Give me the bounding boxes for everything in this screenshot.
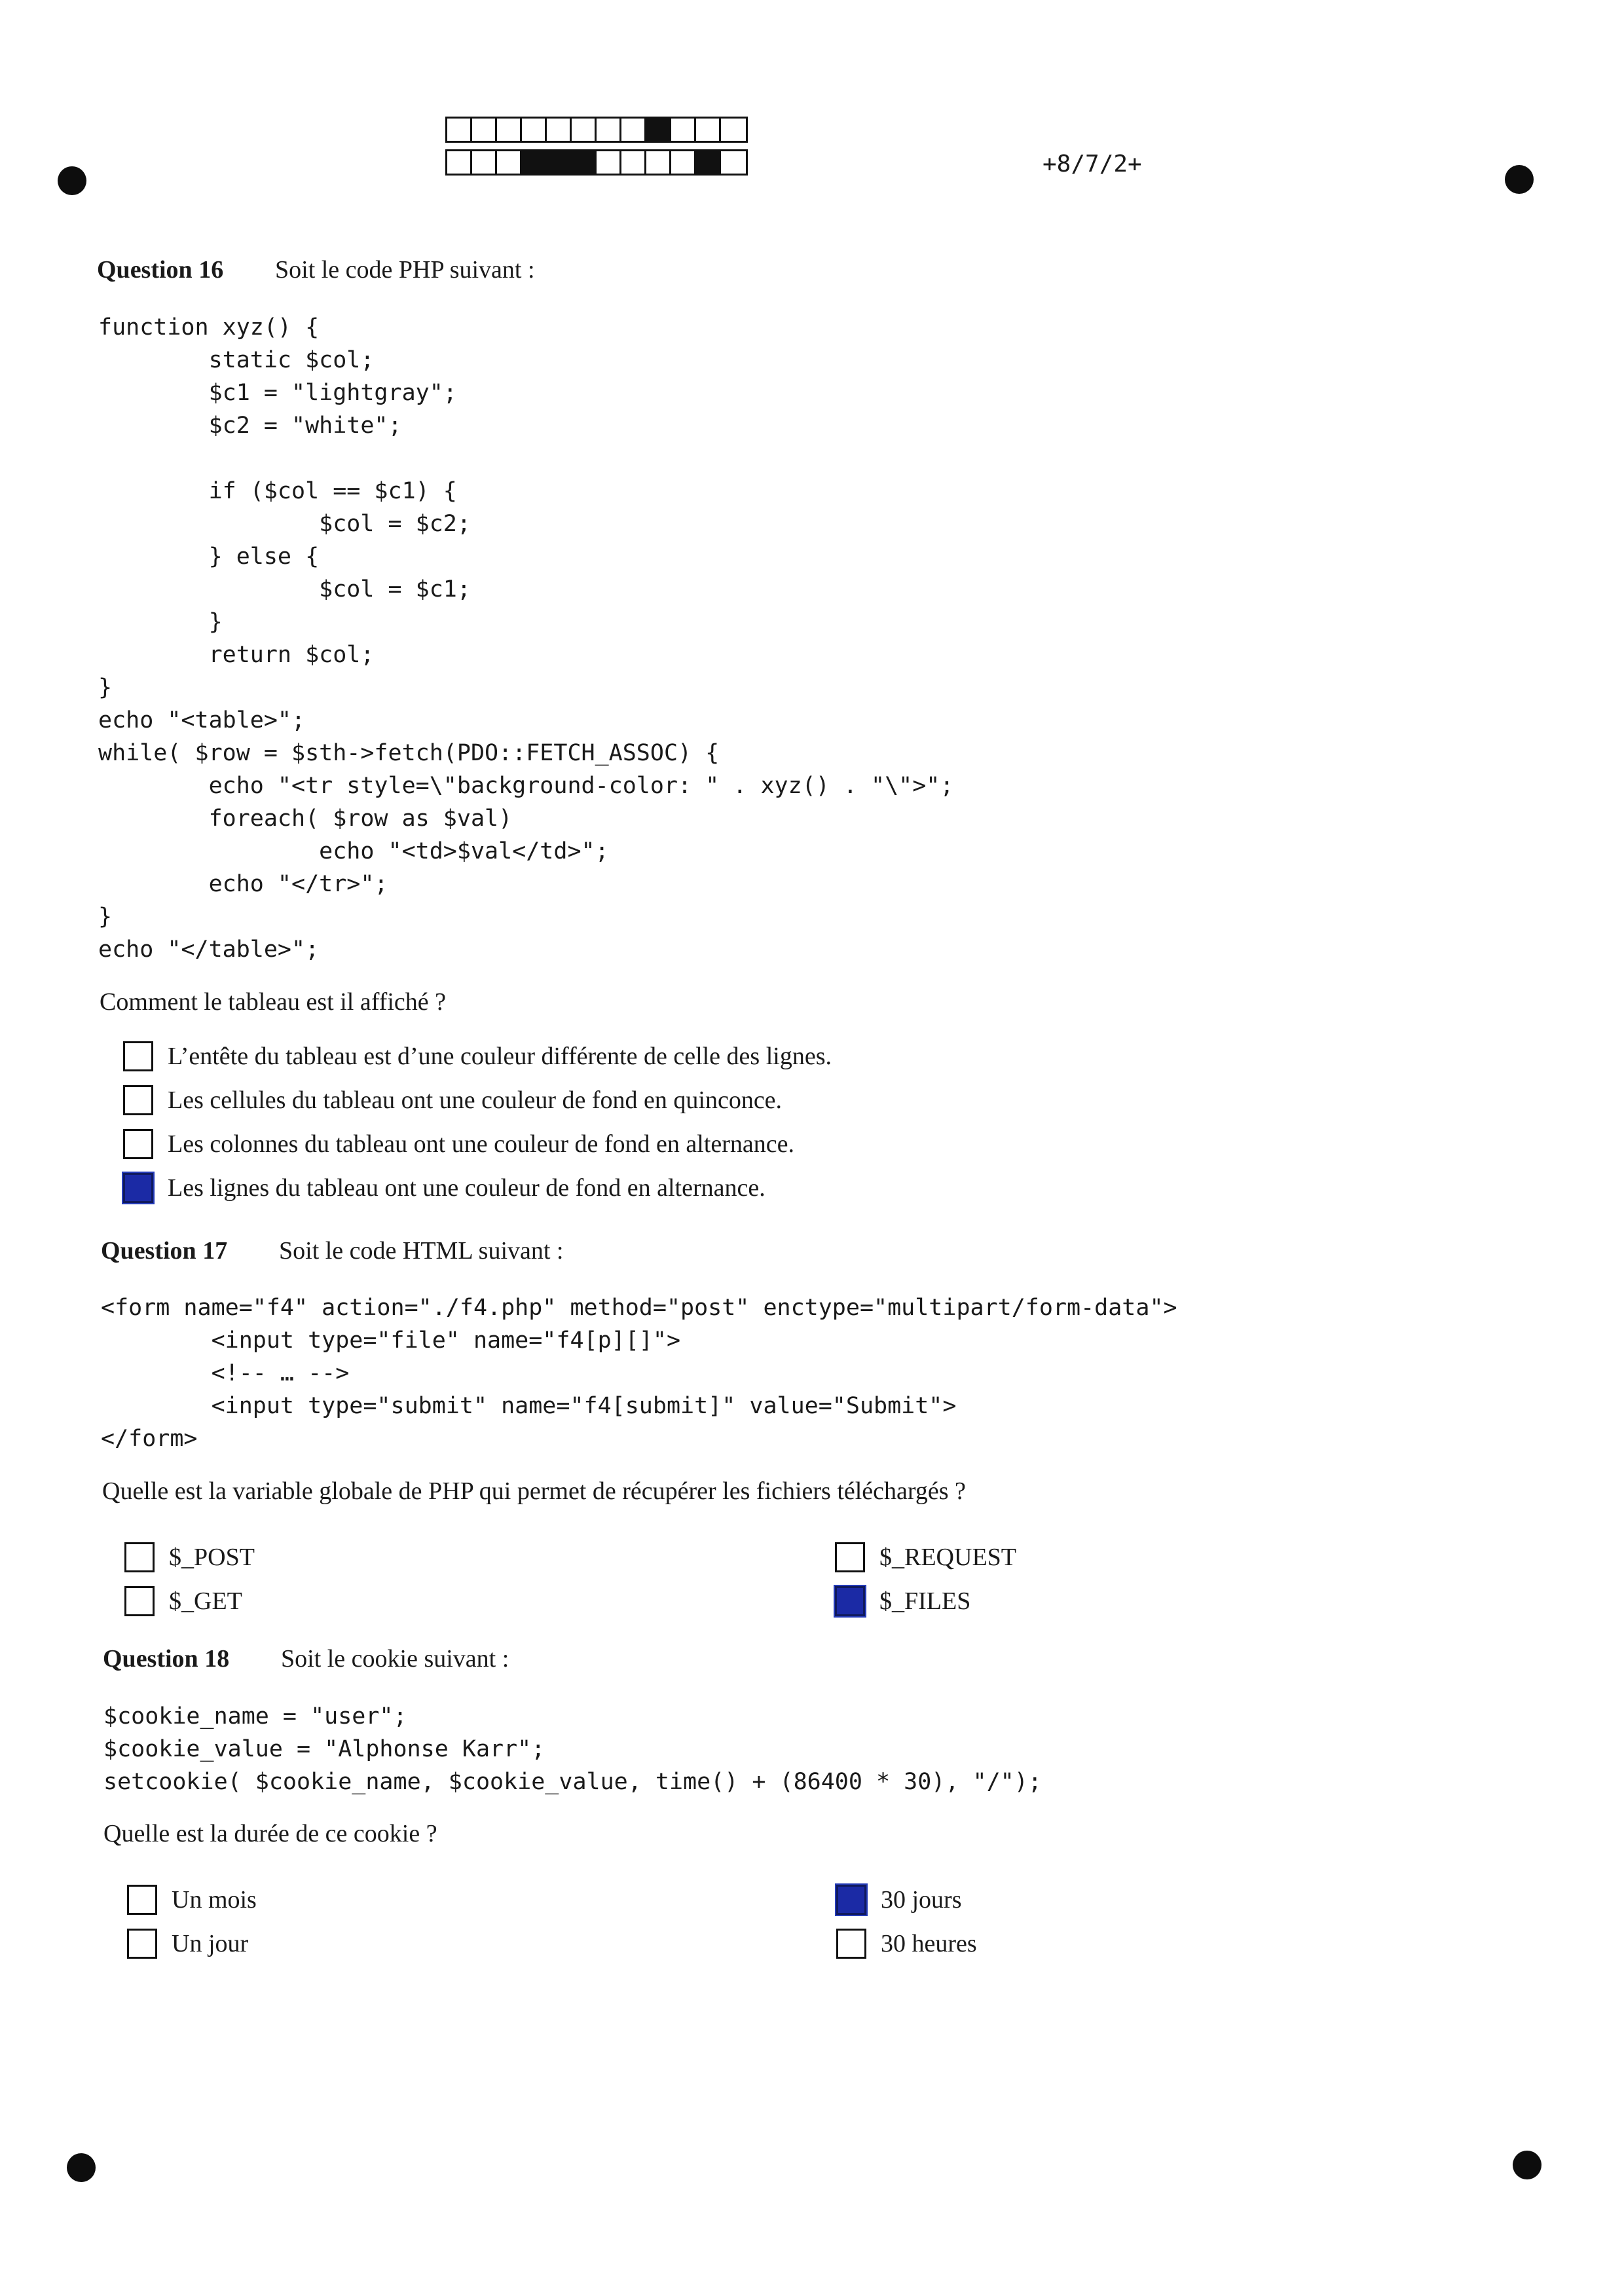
code-cell [447, 119, 472, 141]
html-code-block: <form name="f4" action="./f4.php" method="post" enctype="multipart/form-data"> <input type="file" name="f4[p][]"> <!-- … --> <input type="submit" name="f4[submit]" value="Submit"> </form> [101, 1295, 1177, 1452]
checkbox[interactable] [124, 1542, 155, 1572]
question-prompt: Quelle est la variable globale de PHP qui permet de récupérer les fichiers téléchargés ? [102, 1477, 966, 1505]
code-cell [472, 119, 497, 141]
php-code-block: function xyz() { static $col; $c1 = "lightgray"; $c2 = "white"; if ($col == $c1) { $col = $c2; } else { $col = $c1; } return $col; } echo "<table>"; while( $row = $sth->fetch(PDO::FETCH_ASSOC) { echo "<tr style=\"background-color: " . xyz() . "\">"; foreach( $row as $val) echo "<td>$val</td>"; echo "</tr>"; } echo "</table>"; [98, 314, 954, 963]
code-cell [547, 151, 572, 174]
code-cell [646, 151, 671, 174]
code-cell [447, 151, 472, 174]
code-cell [671, 151, 696, 174]
option-label: Un mois [172, 1886, 257, 1914]
option-label: Les colonnes du tableau ont une couleur de fond en alternance. [168, 1130, 795, 1158]
question-number: Question 17 [101, 1237, 228, 1265]
option-label: 30 jours [881, 1886, 962, 1914]
code-cell [472, 151, 497, 174]
question-number: Question 16 [97, 256, 224, 284]
checkbox[interactable] [835, 1542, 865, 1572]
code-cell [646, 119, 671, 141]
code-cell [621, 119, 646, 141]
option-label: Un jour [172, 1930, 249, 1957]
option-label: Les cellules du tableau ont une couleur de fond en quinconce. [168, 1086, 783, 1114]
option-un-jour[interactable] [127, 1929, 248, 1959]
checkbox[interactable] [127, 1885, 157, 1915]
question-intro: Soit le code HTML suivant : [279, 1237, 564, 1265]
question-intro: Soit le code PHP suivant : [275, 256, 535, 284]
question-prompt: Quelle est la durée de ce cookie ? [103, 1820, 437, 1847]
code-cell [547, 119, 572, 141]
code-cell [497, 151, 522, 174]
option-entete-couleur[interactable] [123, 1041, 832, 1071]
checkbox[interactable] [123, 1041, 153, 1071]
registration-dot-bottom-right [1513, 2151, 1541, 2179]
question-intro: Soit le cookie suivant : [281, 1645, 509, 1673]
option-post[interactable] [124, 1542, 255, 1572]
option-label: Les lignes du tableau ont une couleur de fond en alternance. [168, 1174, 766, 1202]
checkbox[interactable] [836, 1885, 866, 1915]
question-18-header [103, 1644, 509, 1673]
option-30-heures[interactable] [836, 1929, 977, 1959]
code-cell [572, 151, 597, 174]
checkbox[interactable] [127, 1929, 157, 1959]
code-cell [621, 151, 646, 174]
option-label: $_REQUEST [879, 1544, 1016, 1571]
option-cellules-quinconce[interactable] [123, 1085, 782, 1115]
code-cell [522, 119, 547, 141]
option-label: $_POST [169, 1544, 255, 1571]
code-cell [696, 119, 721, 141]
code-cell [522, 151, 547, 174]
question-16-header [97, 255, 535, 284]
option-un-mois[interactable] [127, 1885, 257, 1915]
checkbox[interactable] [123, 1085, 153, 1115]
option-request[interactable] [835, 1542, 1016, 1572]
option-lignes-alternance[interactable] [123, 1173, 766, 1203]
checkbox[interactable] [836, 1929, 866, 1959]
option-colonnes-alternance[interactable] [123, 1129, 794, 1159]
option-30-jours[interactable] [836, 1885, 962, 1915]
registration-dot-top-right [1505, 165, 1534, 194]
checkbox[interactable] [123, 1173, 153, 1203]
question-prompt: Comment le tableau est il affiché ? [100, 988, 446, 1016]
code-cell [597, 151, 621, 174]
id-code-bar-1 [445, 117, 748, 143]
option-label: 30 heures [881, 1930, 977, 1957]
code-cell [721, 151, 746, 174]
option-files[interactable] [835, 1586, 970, 1616]
registration-dot-top-left [58, 166, 86, 195]
code-cell [721, 119, 746, 141]
checkbox[interactable] [124, 1586, 155, 1616]
option-label: L’entête du tableau est d’une couleur différente de celle des lignes. [168, 1043, 832, 1070]
php-cookie-code-block: $cookie_name = "user"; $cookie_value = "Alphonse Karr"; setcookie( $cookie_name, $cookie_value, time() + (86400 * 30), "/"); [103, 1703, 1042, 1795]
option-label: $_GET [169, 1587, 242, 1615]
question-number: Question 18 [103, 1645, 230, 1673]
registration-dot-bottom-left [67, 2153, 96, 2182]
code-cell [671, 119, 696, 141]
page-code: +8/7/2+ [1043, 151, 1142, 177]
code-cell [497, 119, 522, 141]
checkbox[interactable] [835, 1586, 865, 1616]
checkbox[interactable] [123, 1129, 153, 1159]
question-17-header [101, 1236, 563, 1265]
code-cell [696, 151, 721, 174]
option-label: $_FILES [879, 1587, 971, 1615]
code-cell [597, 119, 621, 141]
option-get[interactable] [124, 1586, 242, 1616]
code-cell [572, 119, 597, 141]
id-code-bar-2 [445, 149, 748, 176]
